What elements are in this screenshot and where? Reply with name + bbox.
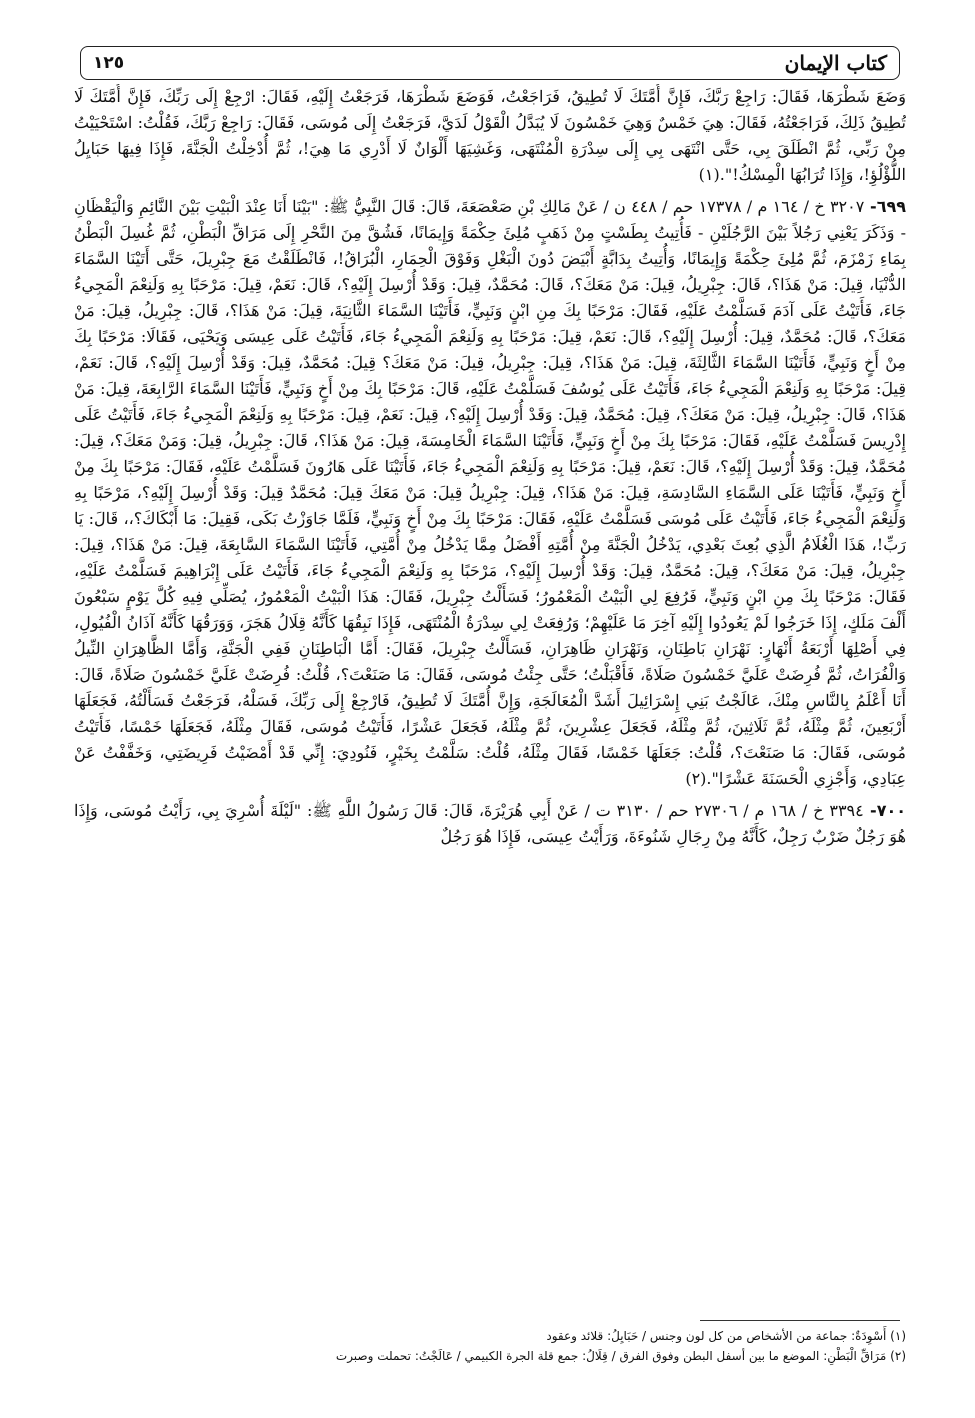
paragraph-text: ٣٣٩٤ خ / ١٦٨ م / ٢٧٣٠٦ حم / ٣١٣٠ ت / عَنْ أَبِي هُرَيْرَةَ، قَالَ: قَالَ رَسُولُ اللَّهِ ﷺ: "لَيْلَةَ أُسْرِيَ بِي، رَأَيْتُ مُوسَى، وَإِذَا هُوَ رَجُلٌ ضَرْبٌ رَجِلٌ، كَأَنَّهُ مِنْ رِجَالِ شَنُوءَةَ، وَرَأَيْتُ عِيسَى، فَإِذَا هُوَ رَجُلٌ — [74, 801, 906, 846]
hadith-number: ٦٩٩- — [864, 197, 906, 216]
footnote-divider — [700, 1320, 900, 1321]
footnote-2: (٢) مَرَاقِّ الْبَطْنِ: الموضع ما بين أسفل البطن وفوق الفرق / قِلَالُ: جمع قلة الجرة الكبيمي / عَالَجْتُ: تحملت وصبرت — [335, 1349, 906, 1363]
paragraph-text: وَضَعَ شَطْرَهَا، فَقَالَ: رَاجِعْ رَبَّكَ، فَإِنَّ أُمَّتَكَ لَا تُطِيقُ، فَرَاجَعْتُ، فَوَضَعَ شَطْرَهَا، فَرَجَعْتُ إِلَيْهِ، فَقَالَ: ارْجِعْ إِلَى رَبِّكَ، فَإِنَّ أُمَّتَكَ لَا تُطِيقُ ذَلِكَ، فَرَاجَعْتُهُ، فَقَالَ: هِيَ خَمْسٌ وَهِيَ خَمْسُونَ لَا يُبَدَّلُ الْقَوْلُ لَدَيَّ، فَرَجَعْتُ إِلَى مُوسَى، فَقَالَ: رَاجِعْ رَبَّكَ، فَقُلْتُ: اسْتَحْيَيْتُ مِنْ رَبِّي، ثُمَّ انْطَلَقَ بِي، حَتَّى انْتَهَى بِي إِلَى سِدْرَةِ الْمُنْتَهَى، وَغَشِيَهَا أَلْوَانٌ لَا أَدْرِي مَا هِيَ!، ثُمَّ أُدْخِلْتُ الْجَنَّةَ، فَإِذَا فِيهَا حَبَايِلُ اللُّؤْلُؤِ!، وَإِذَا تُرَابُهَا الْمِسْكُ!".(١) — [74, 87, 906, 184]
paragraph-hadith-699 — [74, 194, 906, 792]
paragraph-continuation — [74, 84, 906, 188]
footnotes — [74, 1326, 906, 1366]
paragraph-text: ٣٢٠٧ خ / ١٦٤ م / ١٧٣٧٨ حم / ٤٤٨ ن / عَنْ مَالِكِ بْنِ صَعْصَعَةَ، قَالَ: قَالَ النَّبِيُّ ﷺ: "بَيْنَا أَنَا عِنْدَ الْبَيْتِ بَيْنَ النَّائِمِ وَالْيَقْظَانِ - وَذَكَرَ يَعْنِي رَجُلاً بَيْنَ الرَّجُلَيْنِ - فَأُتِيتُ بِطَسْتٍ مِنْ ذَهَبٍ مُلِئَ حِكْمَةً وَإِيمَانًا، فَشُقَّ مِنَ النَّحْرِ إِلَى مَرَاقِّ الْبَطْنِ، ثُمَّ غُسِلَ الْبَطْنُ بِمَاءِ زَمْزَمَ، ثُمَّ مُلِئَ حِكْمَةً وَإِيمَانًا، وَأُتِيتُ بِدَابَّةٍ أَبْيَضَ دُونَ الْبَغْلِ وَفَوْقَ الْحِمَارِ، الْبُرَاقُ!، فَانْطَلَقْتُ مَعَ جِبْرِيلَ، حَتَّى أَتَيْنَا السَّمَاءَ الدُّنْيَا، قِيلَ: مَنْ هَذَا؟، قَالَ: جِبْرِيلُ، قِيلَ: مَنْ مَعَكَ؟، قَالَ: مُحَمَّدٌ، قِيلَ: وَقَدْ أُرْسِلَ إِلَيْهِ؟، قَالَ: نَعَمْ، قِيلَ: مَرْحَبًا بِهِ وَلَنِعْمَ الْمَجِيءُ جَاءَ، فَأَتَيْتُ عَلَى آدَمَ فَسَلَّمْتُ عَلَيْهِ، فَقَالَ: مَرْحَبًا بِكَ مِنِ ابْنٍ وَنَبِيٍّ، فَأَتَيْنَا السَّمَاءَ الثَّانِيَةَ، قِيلَ: مَنْ هَذَا؟، قَالَ: جِبْرِيلُ، قِيلَ: مَنْ مَعَكَ؟، قَالَ: مُحَمَّدٌ، قِيلَ: أُرْسِلَ إِلَيْهِ؟، قَالَ: نَعَمْ، قِيلَ: مَرْحَبًا بِهِ وَلَنِعْمَ الْمَجِيءُ جَاءَ، فَأَتَيْتُ عَلَى عِيسَى وَيَحْيَى، فَقَالَا: مَرْحَبًا بِكَ مِنْ أَخٍ وَنَبِيٍّ، فَأَتَيْنَا السَّمَاءَ الثَّالِثَةَ، قِيلَ: مَنْ هَذَا؟، قِيلَ: جِبْرِيلُ، قِيلَ: مَنْ مَعَكَ؟ قِيلَ: مُحَمَّدٌ، قِيلَ: وَقَدْ أُرْسِلَ إِلَيْهِ؟، قَالَ: نَعَمْ، قِيلَ: مَرْحَبًا بِهِ وَلَنِعْمَ الْمَجِيءُ جَاءَ، فَأَتَيْتُ عَلَى يُوسُفَ فَسَلَّمْتُ عَلَيْهِ، قَالَ: مَرْحَبًا بِكَ مِنْ أَخٍ وَنَبِيٍّ، فَأَتَيْنَا السَّمَاءَ الرَّابِعَةَ، قِيلَ: مَنْ هَذَا؟، قَالَ: جِبْرِيلُ، قِيلَ: مَنْ مَعَكَ؟، قِيلَ: مُحَمَّدٌ، قِيلَ: وَقَدْ أُرْسِلَ إِلَيْهِ؟، قِيلَ: نَعَمْ، قِيلَ: مَرْحَبًا بِهِ وَلَنِعْمَ الْمَجِيءُ جَاءَ، فَأَتَيْتُ عَلَى إِدْرِيسَ فَسَلَّمْتُ عَلَيْهِ، فَقَالَ: مَرْحَبًا بِكَ مِنْ أَخٍ وَنَبِيٍّ، فَأَتَيْنَا السَّمَاءَ الْخَامِسَةَ، قِيلَ: مَنْ هَذَا؟، قَالَ: جِبْرِيلُ، قِيلَ: وَمَنْ مَعَكَ؟، قِيلَ: مُحَمَّدٌ، قِيلَ: وَقَدْ أُرْسِلَ إِلَيْهِ؟، قَالَ: نَعَمْ، قِيلَ: مَرْحَبًا بِهِ وَلَنِعْمَ الْمَجِيءُ جَاءَ، فَأَتَيْنَا عَلَى هَارُونَ فَسَلَّمْتُ عَلَيْهِ، فَقَالَ: مَرْحَبًا بِكَ مِنْ أَخٍ وَنَبِيٍّ، فَأَتَيْنَا عَلَى السَّمَاءِ السَّادِسَةِ، قِيلَ: مَنْ هَذَا؟، قِيلَ: جِبْرِيلُ قِيلَ: مَنْ مَعَكَ قِيلَ: مُحَمَّدٌ قِيلَ: وَقَدْ أُرْسِلَ إِلَيْهِ؟، مَرْحَبًا بِهِ وَلَنِعْمَ الْمَجِيءُ جَاءَ، فَأَتَيْتُ عَلَى مُوسَى فَسَلَّمْتُ عَلَيْهِ، فَقَالَ: مَرْحَبًا بِكَ مِنْ أَخٍ وَنَبِيٍّ، فَلَمَّا جَاوَزْتُ بَكَى، فَقِيلَ: مَا أَبْكَاكَ؟،، قَالَ: يَا رَبِّ!، هَذَا الْغُلَامُ الَّذِي بُعِثَ بَعْدِي، يَدْخُلُ الْجَنَّةَ مِنْ أُمَّتِهِ أَفْضَلُ مِمَّا يَدْخُلُ مِنْ أُمَّتِي، فَأَتَيْنَا السَّمَاءَ السَّابِعَةَ، قِيلَ: مَنْ هَذَا؟، قِيلَ: جِبْرِيلُ، قِيلَ: مَنْ مَعَكَ؟، قِيلَ: مُحَمَّدٌ، قِيلَ: وَقَدْ أُرْسِلَ إِلَيْهِ؟، مَرْحَبًا بِهِ وَلَنِعْمَ الْمَجِيءُ جَاءَ، فَأَتَيْتُ عَلَى إِبْرَاهِيمَ فَسَلَّمْتُ عَلَيْهِ، فَقَالَ: مَرْحَبًا بِكَ مِنِ ابْنٍ وَنَبِيٍّ، فَرُفِعَ لِي الْبَيْتُ الْمَعْمُورُ؛ فَسَأَلْتُ جِبْرِيلَ، فَقَالَ: هَذَا الْبَيْتُ الْمَعْمُورُ، يُصَلِّي فِيهِ كُلَّ يَوْمٍ سَبْعُونَ أَلْفَ مَلَكٍ، إِذَا خَرَجُوا لَمْ يَعُودُوا إِلَيْهِ آخِرَ مَا عَلَيْهِمْ؛ وَرُفِعَتْ لِي سِدْرَةُ الْمُنْتَهَى، فَإِذَا نَبِقُهَا كَأَنَّهُ قِلَالُ هَجَرَ، وَوَرَقُهَا كَأَنَّهُ آذَانُ الْفُيُولِ، فِي أَصْلِهَا أَرْبَعَةُ أَنْهَارٍ: نَهْرَانِ بَاطِنَانِ، وَنَهْرَانِ ظَاهِرَانِ، فَسَأَلْتُ جِبْرِيلَ، فَقَالَ: أَمَّا الْبَاطِنَانِ فَفِي الْجَنَّةِ، وَأَمَّا الظَّاهِرَانِ النِّيلُ وَالْفُرَاتُ، ثُمَّ فُرِضَتْ عَلَيَّ خَمْسُونَ صَلَاةً، فَأَقْبَلْتُ؛ حَتَّى جِئْتُ مُوسَى، فَقَالَ: مَا صَنَعْتَ؟، قُلْتُ: فُرِضَتْ عَلَيَّ خَمْسُونَ صَلَاةً، قَالَ: أَنَا أَعْلَمُ بِالنَّاسِ مِنْكَ، عَالَجْتُ بَنِي إِسْرَائِيلَ أَشَدَّ الْمُعَالَجَةِ، وَإِنَّ أُمَّتَكَ لَا تُطِيقُ، فَارْجِعْ إِلَى رَبِّكَ، فَسَلْهُ، فَرَجَعْتُ فَسَأَلْتُهُ، فَجَعَلَهَا أَرْبَعِينَ، ثُمَّ مِثْلَهُ، ثُمَّ ثَلَاثِينَ، ثُمَّ مِثْلَهُ، فَجَعَلَ عِشْرِينَ، ثُمَّ مِثْلَهُ، فَجَعَلَ عَشْرًا، فَأَتَيْتُ مُوسَى، فَقَالَ مِثْلَهُ، فَجَعَلَهَا خَمْسًا، فَأَتَيْتُ مُوسَى، فَقَالَ: مَا صَنَعْتَ؟، قُلْتُ: جَعَلَهَا خَمْسًا، فَقَالَ مِثْلَهُ، قُلْتُ: سَلَّمْتُ بِخَيْرٍ، فَنُودِيَ: إِنِّي قَدْ أَمْضَيْتُ فَرِيضَتِي، وَخَفَّفْتُ عَنْ عِبَادِي، وَأَجْزِي الْحَسَنَةَ عَشْرًا".(٢) — [74, 197, 906, 788]
page-number: ١٢٥ — [93, 53, 125, 73]
hadith-number: ٧٠٠- — [863, 801, 906, 820]
paragraph-hadith-700 — [74, 798, 906, 850]
page-header — [80, 46, 900, 80]
page-body — [74, 84, 906, 1310]
book-title: كتاب الإيمان — [784, 51, 887, 75]
footnote-1: (١) أَسْوِدَةٌ: جماعة من الأشخاص من كل لون وجنس / حَبَايِلُ: قلائد وعقود — [546, 1329, 906, 1343]
